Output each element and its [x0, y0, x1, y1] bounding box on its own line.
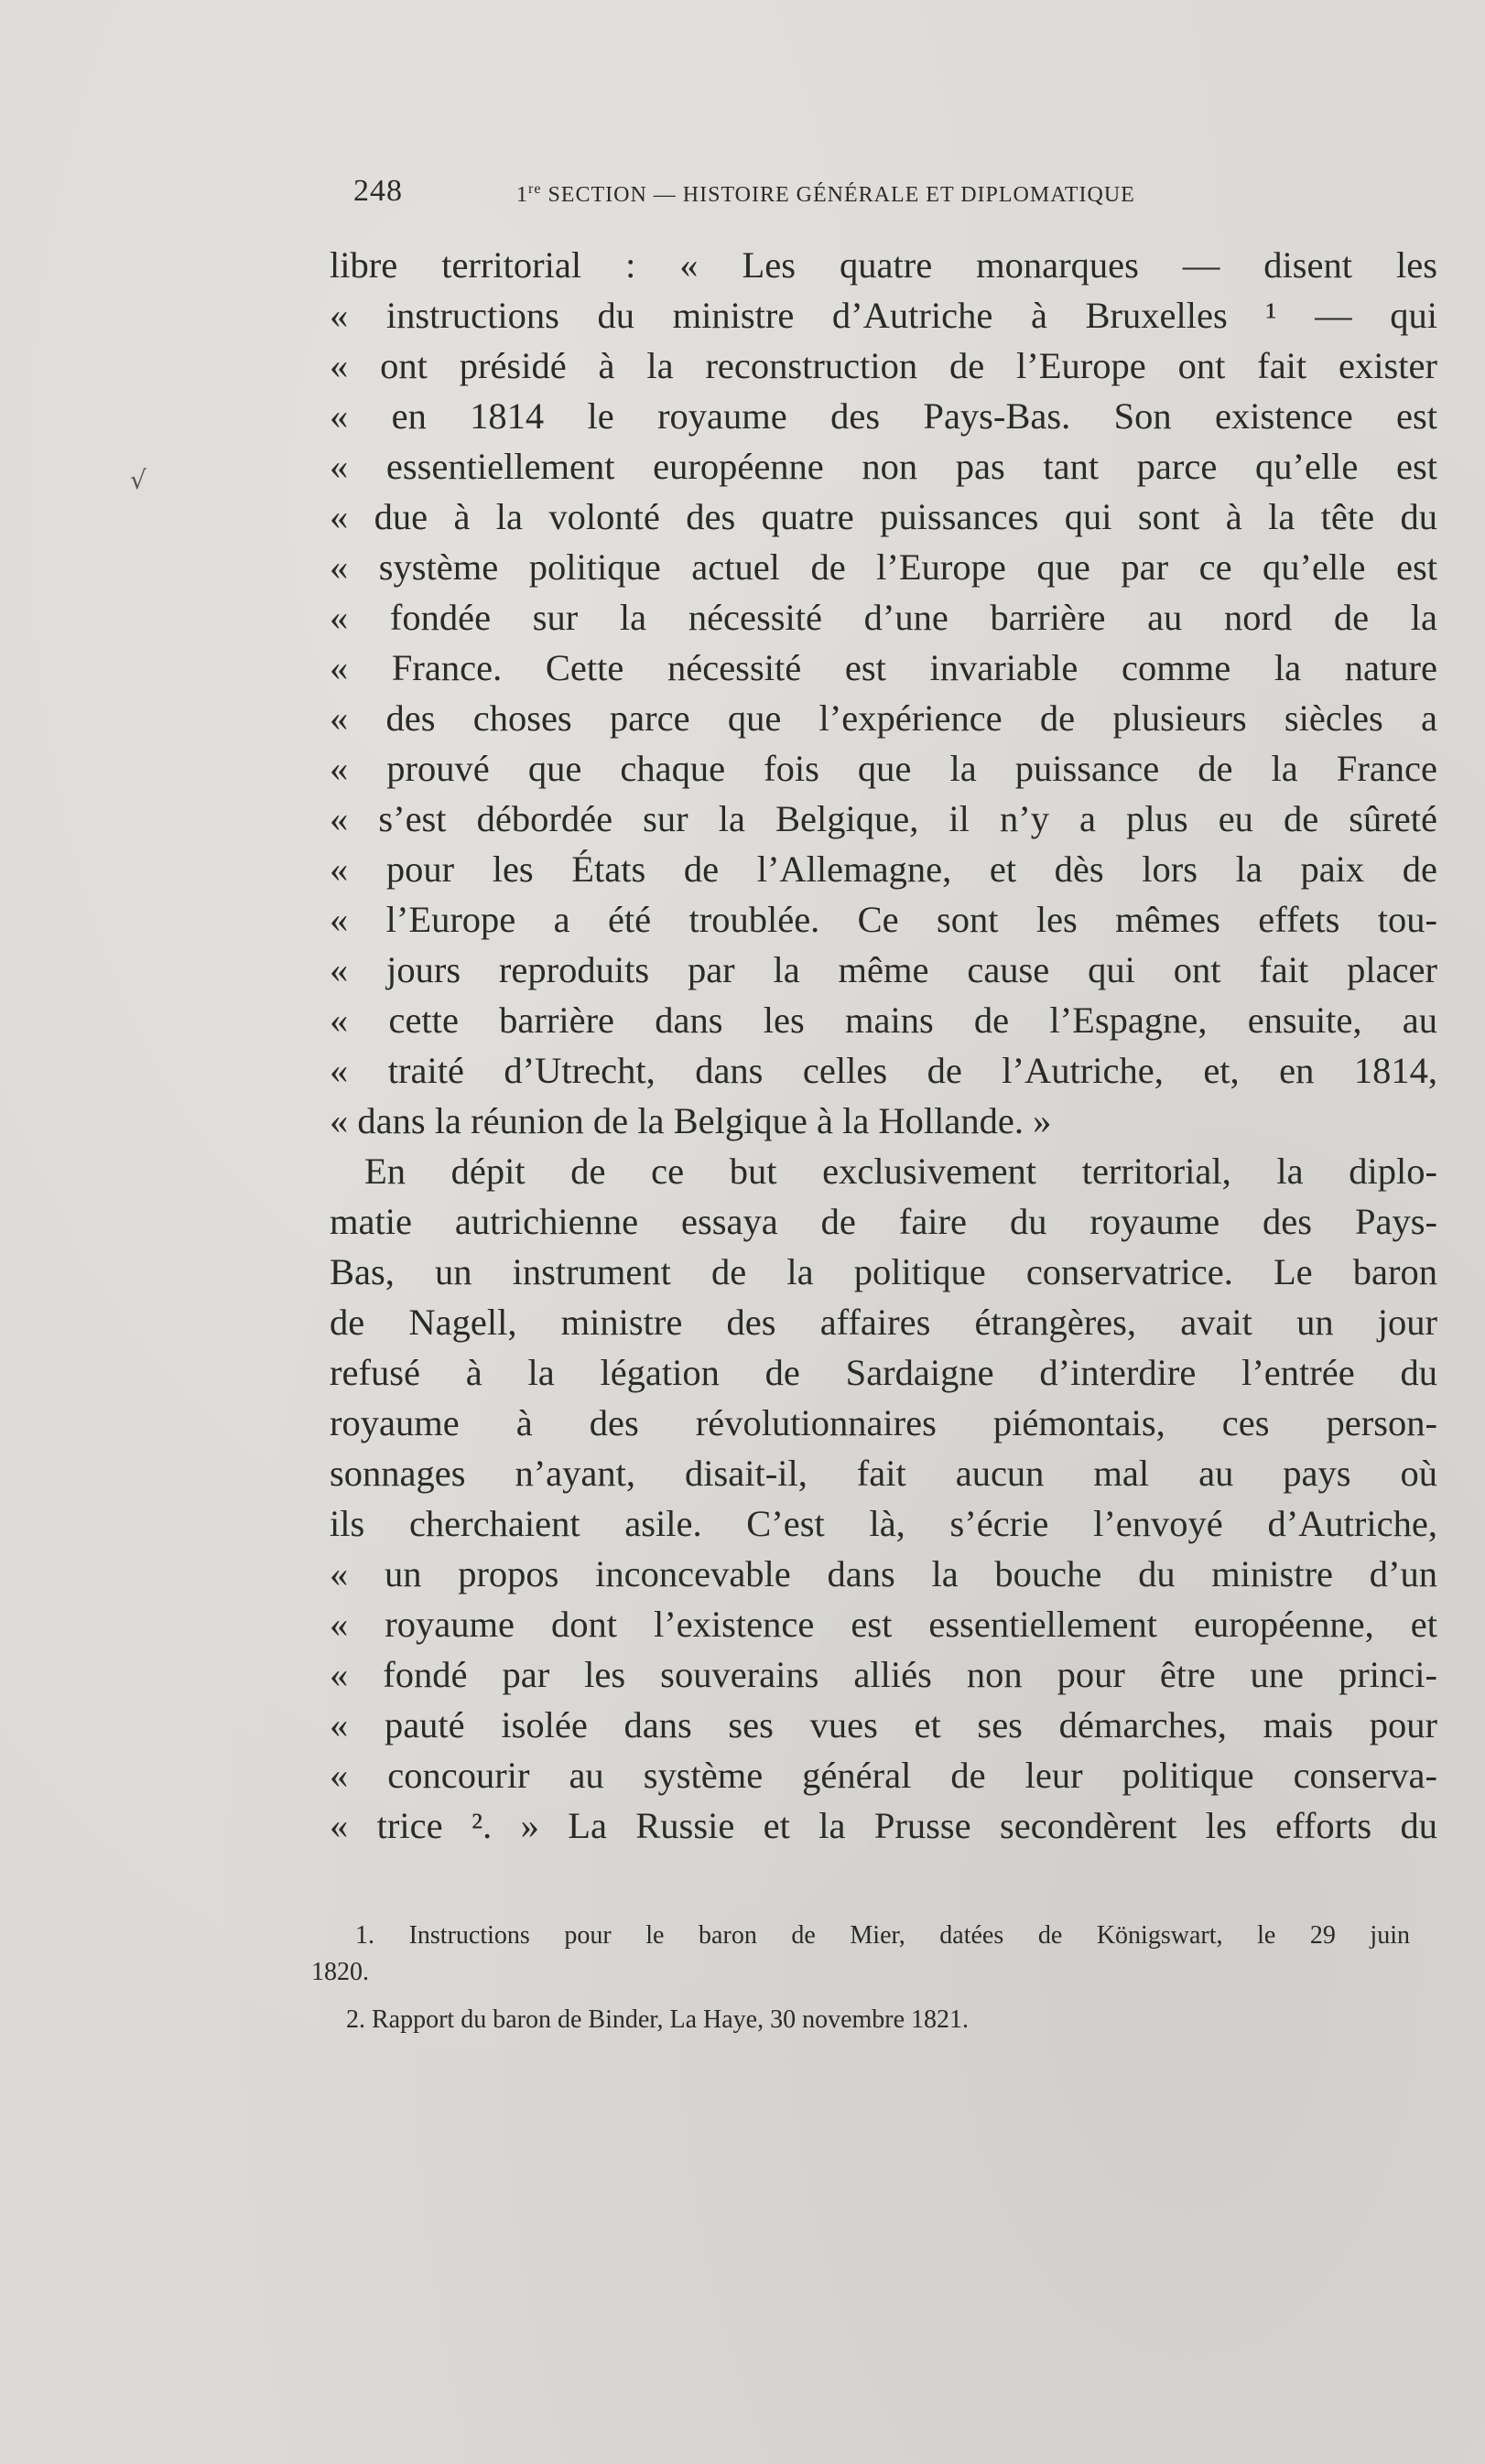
- text-line: « en 1814 le royaume des Pays-Bas. Son existence est: [330, 395, 1437, 437]
- section-number: 1: [516, 183, 528, 207]
- text-line: sonnages n’ayant, disait-il, fait aucun mal au pays où: [330, 1453, 1437, 1494]
- text-line: « cette barrière dans les mains de l’Espagne, ensuite, au: [330, 1000, 1437, 1041]
- text-line: « pauté isolée dans ses vues et ses démarches, mais pour: [330, 1704, 1437, 1745]
- text-line: « fondée sur la nécessité d’une barrière au nord de la: [330, 597, 1437, 638]
- text-line: matie autrichienne essaya de faire du royaume des Pays-: [330, 1201, 1437, 1242]
- text-line: « l’Europe a été troublée. Ce sont les mêmes effets tou-: [330, 899, 1437, 940]
- text-line: ils cherchaient asile. C’est là, s’écrie l’envoyé d’Autriche,: [330, 1503, 1437, 1544]
- text-line: « concourir au système général de leur politique conserva-: [330, 1755, 1437, 1796]
- text-line: « prouvé que chaque fois que la puissance de la France: [330, 748, 1437, 789]
- text-line: « dans la réunion de la Belgique à la Hollande. »: [330, 1100, 1052, 1141]
- text-line: « royaume dont l’existence est essentiellement européenne, et: [330, 1604, 1437, 1645]
- running-title: [516, 181, 1135, 208]
- text-line: « s’est débordée sur la Belgique, il n’y a plus eu de sûreté: [330, 798, 1437, 839]
- paragraph-first-line: En dépit de ce but exclusivement territorial, la diplo-: [364, 1151, 1437, 1192]
- page-number: 248: [353, 174, 403, 208]
- text-line: « instructions du ministre d’Autriche à Bruxelles ¹ — qui: [330, 295, 1437, 336]
- text-line: libre territorial : « Les quatre monarques — disent les: [330, 244, 1437, 286]
- text-line: « un propos inconcevable dans la bouche du ministre d’un: [330, 1553, 1437, 1594]
- text-line: « jours reproduits par la même cause qui ont fait placer: [330, 949, 1437, 990]
- footnote-1: 1. Instructions pour le baron de Mier, datées de Königswart, le 29 juin: [355, 1921, 1410, 1950]
- text-line: « trice ². » La Russie et la Prusse secondèrent les efforts du: [330, 1805, 1437, 1846]
- page-header: [353, 174, 1278, 220]
- footnotes: [311, 1918, 1410, 2038]
- text-line: « des choses parce que l’expérience de plusieurs siècles a: [330, 697, 1437, 739]
- running-title-text: SECTION — HISTOIRE GÉNÉRALE ET DIPLOMATIQUE: [541, 183, 1135, 207]
- text-line: « ont présidé à la reconstruction de l’Europe ont fait exister: [330, 345, 1437, 386]
- text-line: de Nagell, ministre des affaires étrangères, avait un jour: [330, 1302, 1437, 1343]
- text-line: « France. Cette nécessité est invariable comme la nature: [330, 647, 1437, 688]
- section-superscript: re: [528, 181, 542, 197]
- text-line: refusé à la légation de Sardaigne d’interdire l’entrée du: [330, 1352, 1437, 1393]
- text-line: « due à la volonté des quatre puissances qui sont à la tête du: [330, 496, 1437, 537]
- text-line: « pour les États de l’Allemagne, et dès lors la paix de: [330, 848, 1437, 890]
- text-line: « essentiellement européenne non pas tant parce qu’elle est: [330, 446, 1437, 487]
- footnote-2: 2. Rapport du baron de Binder, La Haye, 30 novembre 1821.: [346, 2005, 970, 2034]
- footnote-1-continued: 1820.: [311, 1958, 369, 1986]
- margin-check-mark: √: [130, 465, 146, 495]
- body-text: [330, 240, 1437, 1851]
- text-line: royaume à des révolutionnaires piémontais, ces person-: [330, 1402, 1437, 1443]
- text-line: « système politique actuel de l’Europe que par ce qu’elle est: [330, 546, 1437, 588]
- text-line: « fondé par les souverains alliés non pour être une princi-: [330, 1654, 1437, 1695]
- text-line: Bas, un instrument de la politique conservatrice. Le baron: [330, 1251, 1437, 1292]
- text-line: « traité d’Utrecht, dans celles de l’Autriche, et, en 1814,: [330, 1050, 1437, 1091]
